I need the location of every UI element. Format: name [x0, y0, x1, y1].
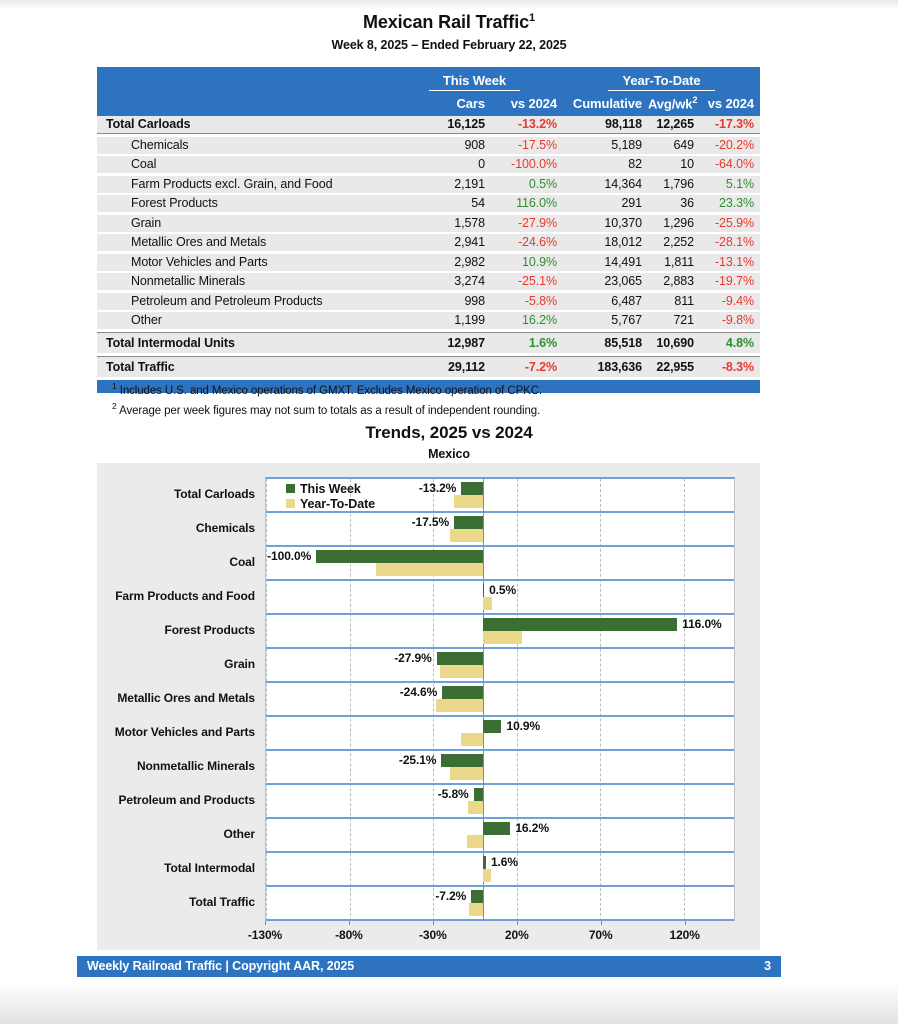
row-value: 16,125	[447, 117, 485, 131]
row-value: 98,118	[605, 117, 642, 131]
chart-band	[266, 513, 734, 547]
this-week-bar	[483, 822, 510, 835]
axis-tick-label: 20%	[504, 928, 529, 942]
group-header-year-to-date: Year-To-Date	[563, 71, 760, 91]
this-week-bar	[454, 516, 483, 529]
top-fade	[0, 0, 898, 10]
chart-band	[266, 683, 734, 717]
footnote-1: $^1$ Includes U.S. and Mexico operations of GMXT. Excludes Mexico operation of CPKC.	[112, 381, 543, 397]
bar-value-label: 1.6%	[490, 855, 518, 869]
this-week-bar	[441, 754, 483, 767]
axis-tick	[601, 921, 602, 925]
row-value: -100.0%	[511, 157, 557, 171]
chart-category-label: Chemicals	[195, 521, 255, 535]
table-row	[97, 234, 760, 251]
year-to-date-swatch-icon	[286, 499, 295, 508]
chart-band	[266, 785, 734, 819]
table-row	[97, 176, 760, 193]
row-value: 3,274	[454, 274, 485, 288]
this-week-bar	[483, 720, 501, 733]
page-subtitle: Week 8, 2025 – Ended February 22, 2025	[331, 38, 567, 52]
row-label: Nonmetallic Minerals	[131, 274, 246, 288]
year-to-date-bar	[461, 733, 483, 746]
row-value: 2,191	[454, 176, 485, 191]
table-row	[97, 332, 760, 353]
row-value: 5,189	[611, 137, 642, 152]
chart-subtitle: Mexico	[428, 447, 470, 461]
row-value: 2,941	[454, 235, 485, 249]
row-value: 5,767	[611, 313, 642, 327]
row-value: 0.5%	[528, 176, 557, 191]
this-week-bar	[474, 788, 484, 801]
row-value: 10,370	[604, 215, 642, 230]
chart-title: Trends, 2025 vs 2024	[365, 423, 533, 442]
row-value: 183,636	[597, 360, 642, 374]
bar-value-label: -5.8%	[437, 787, 469, 801]
row-value: 10	[680, 157, 694, 171]
chart-category-label: Other	[223, 827, 255, 841]
group-header-this-week: This Week	[386, 71, 563, 91]
row-value: 1,199	[454, 313, 485, 327]
chart-band	[266, 547, 734, 581]
row-value: -20.2%	[714, 137, 754, 152]
row-value: 2,982	[454, 254, 485, 269]
year-to-date-bar	[454, 495, 483, 508]
page-title-text: Mexican Rail Traffic	[362, 12, 530, 32]
row-value: -13.1%	[714, 254, 754, 269]
table-row	[97, 254, 760, 271]
row-value: 1,796	[663, 176, 694, 191]
row-label: Chemicals	[131, 137, 189, 152]
axis-tick	[265, 921, 266, 925]
chart-band	[266, 751, 734, 785]
this-week-bar	[316, 550, 483, 563]
traffic-table-rows	[97, 116, 760, 377]
footnotes	[112, 380, 542, 420]
table-row	[97, 195, 760, 212]
this-week-bar	[483, 584, 484, 597]
chart-band	[266, 853, 734, 887]
page-title	[0, 12, 898, 33]
axis-tick-label: 120%	[669, 928, 700, 942]
chart-band	[266, 581, 734, 615]
row-value: 2,252	[663, 235, 694, 249]
row-label: Grain	[131, 215, 162, 230]
table-row	[97, 356, 760, 377]
axis-tick	[685, 921, 686, 925]
chart-band	[266, 887, 734, 921]
this-week-bar	[471, 890, 483, 903]
row-value: 721	[673, 313, 694, 327]
row-value: 22,955	[656, 360, 694, 374]
row-value: 10,690	[656, 336, 694, 350]
year-to-date-bar	[469, 903, 483, 916]
year-to-date-bar	[467, 835, 483, 848]
chart-category-label: Total Traffic	[189, 895, 255, 909]
footer-text: Weekly Railroad Traffic | Copyright AAR, 2025	[87, 959, 355, 973]
chart-x-axis	[97, 921, 760, 949]
axis-tick-label: -30%	[419, 928, 447, 942]
chart-band	[266, 649, 734, 683]
year-to-date-bar	[483, 597, 492, 610]
table-row	[97, 215, 760, 232]
row-label: Farm Products excl. Grain, and Food	[131, 176, 333, 191]
chart-category-label: Nonmetallic Minerals	[136, 759, 255, 773]
row-value: 16.2%	[522, 313, 557, 327]
axis-tick-label: 70%	[588, 928, 613, 942]
chart-plot-area	[265, 477, 735, 921]
chart-legend	[286, 481, 375, 511]
table-column-header-row	[97, 91, 760, 111]
row-value: 649	[673, 137, 694, 152]
page-title-footnote-marker: 1	[529, 12, 536, 24]
row-label: Total Carloads	[106, 117, 191, 131]
row-value: -9.4%	[721, 293, 754, 308]
this-week-bar	[437, 652, 484, 665]
footnote-2: $^2$ Average per week figures may not sum to totals as a result of independent rounding.	[112, 401, 541, 418]
chart-body	[97, 463, 760, 921]
chart-category-label: Total Intermodal	[164, 861, 255, 875]
chart-category-label: Motor Vehicles and Parts	[114, 725, 255, 739]
table-row	[97, 273, 760, 290]
bar-value-label: -7.2%	[435, 889, 467, 903]
row-value: 811	[674, 293, 694, 308]
col-header-cars: Cars	[456, 96, 485, 111]
row-value: -7.2%	[524, 360, 557, 374]
chart-category-labels	[97, 477, 265, 921]
row-value: 1,811	[664, 254, 694, 269]
chart-band	[266, 717, 734, 751]
axis-tick	[349, 921, 350, 925]
row-value: 14,364	[604, 176, 642, 191]
legend-item-year-to-date: Year-To-Date	[286, 496, 375, 511]
bar-value-label: -24.6%	[399, 685, 438, 699]
chart-category-label: Grain	[224, 657, 255, 671]
year-to-date-bar	[436, 699, 483, 712]
table-row	[97, 116, 760, 134]
chart-category-label: Coal	[229, 555, 255, 569]
chart-category-label: Forest Products	[164, 623, 255, 637]
row-value: 1,296	[663, 215, 694, 230]
row-label: Metallic Ores and Metals	[131, 235, 267, 249]
group-header-spacer	[97, 71, 386, 91]
bar-value-label: -27.9%	[394, 651, 432, 665]
row-value: 291	[621, 196, 642, 210]
year-to-date-bar	[483, 869, 491, 882]
year-to-date-bar	[440, 665, 483, 678]
row-value: -17.5%	[517, 137, 557, 152]
bottom-fade	[0, 982, 898, 1024]
bar-value-label: -13.2%	[418, 481, 457, 495]
row-value: -5.8%	[524, 293, 557, 308]
col-header-vs2024-week: vs 2024	[510, 96, 557, 111]
year-to-date-bar	[483, 631, 522, 644]
trends-bar-chart	[97, 463, 760, 950]
chart-category-label: Petroleum and Products	[118, 793, 255, 807]
row-value: -25.9%	[714, 215, 754, 230]
col-header-avgwk: Avg/$wk^2$	[648, 94, 698, 111]
footer-bar	[77, 956, 781, 977]
chart-category-label: Total Carloads	[173, 487, 255, 501]
chart-title-block	[0, 423, 898, 461]
axis-tick-label: -80%	[335, 928, 363, 942]
row-value: 116.0%	[516, 196, 557, 210]
row-value: -27.9%	[517, 215, 557, 230]
year-to-date-bar	[450, 767, 483, 780]
row-value: 1,578	[454, 215, 485, 230]
row-value: -13.2%	[517, 117, 557, 131]
table-row	[97, 312, 760, 329]
row-label: Petroleum and Petroleum Products	[131, 293, 323, 308]
row-value: -24.6%	[517, 235, 557, 249]
table-row	[97, 156, 760, 173]
row-label: Forest Products	[131, 196, 218, 210]
report-header	[0, 12, 898, 52]
row-value: 10.9%	[522, 254, 557, 269]
row-value: 14,491	[604, 254, 642, 269]
row-value: 12,987	[447, 336, 485, 350]
row-value: -8.3%	[721, 360, 754, 374]
row-value: 23.3%	[719, 196, 754, 210]
chart-band	[266, 615, 734, 649]
chart-band	[266, 819, 734, 853]
chart-category-label: Metallic Ores and Metals	[117, 691, 255, 705]
row-value: 908	[464, 137, 485, 152]
bar-value-label: 116.0%	[682, 617, 722, 631]
bar-value-label: -100.0%	[267, 549, 312, 563]
traffic-table	[97, 67, 760, 393]
this-week-bar	[442, 686, 483, 699]
row-value: 18,012	[604, 235, 642, 249]
footer-page-number: 3	[764, 959, 771, 973]
row-value: 29,112	[448, 360, 485, 374]
row-value: 4.8%	[725, 336, 754, 350]
this-week-bar	[483, 856, 486, 869]
row-value: 36	[680, 196, 694, 210]
row-label: Coal	[131, 157, 157, 171]
table-group-header-row	[97, 71, 760, 91]
axis-tick	[517, 921, 518, 925]
row-label: Motor Vehicles and Parts	[131, 254, 268, 269]
row-value: -64.0%	[714, 157, 754, 171]
year-to-date-bar	[376, 563, 483, 576]
row-value: 54	[471, 196, 485, 210]
row-value: 1.6%	[528, 336, 557, 350]
bar-value-label: 10.9%	[506, 719, 541, 733]
row-value: -25.1%	[517, 274, 557, 288]
row-value: 5.1%	[725, 176, 754, 191]
year-to-date-bar	[450, 529, 484, 542]
col-header-vs2024-ytd: vs 2024	[707, 96, 754, 111]
axis-tick-label: -130%	[247, 928, 283, 942]
row-value: 2,883	[663, 274, 694, 288]
table-row	[97, 137, 760, 154]
row-value: -19.7%	[714, 274, 754, 288]
bar-value-label: 16.2%	[515, 821, 549, 835]
table-header	[97, 67, 760, 116]
this-week-bar	[483, 618, 677, 631]
row-value: 23,065	[604, 274, 642, 288]
this-week-bar	[461, 482, 483, 495]
bar-value-label: -25.1%	[398, 753, 437, 767]
bar-value-label: -17.5%	[411, 515, 450, 529]
col-header-cumulative: Cumulative	[572, 96, 642, 111]
row-value: -28.1%	[714, 235, 754, 249]
chart-category-label: Farm Products and Food	[115, 589, 255, 603]
row-value: -9.8%	[721, 313, 754, 327]
row-value: 12,265	[656, 117, 694, 131]
row-value: 82	[628, 157, 642, 171]
x-axis-strip	[247, 921, 735, 949]
row-value: 85,518	[604, 336, 642, 350]
legend-item-this-week: This Week	[286, 481, 375, 496]
row-value: 0	[478, 157, 485, 171]
row-label: Total Intermodal Units	[106, 336, 235, 350]
bar-value-label: 0.5%	[489, 583, 517, 597]
row-label: Total Traffic	[106, 360, 175, 374]
row-value: -17.3%	[714, 117, 754, 131]
table-row	[97, 293, 760, 310]
row-label: Other	[131, 313, 162, 327]
year-to-date-bar	[468, 801, 484, 814]
axis-tick	[433, 921, 434, 925]
this-week-swatch-icon	[286, 484, 295, 493]
row-value: 998	[464, 293, 485, 308]
row-value: 6,487	[611, 293, 642, 308]
